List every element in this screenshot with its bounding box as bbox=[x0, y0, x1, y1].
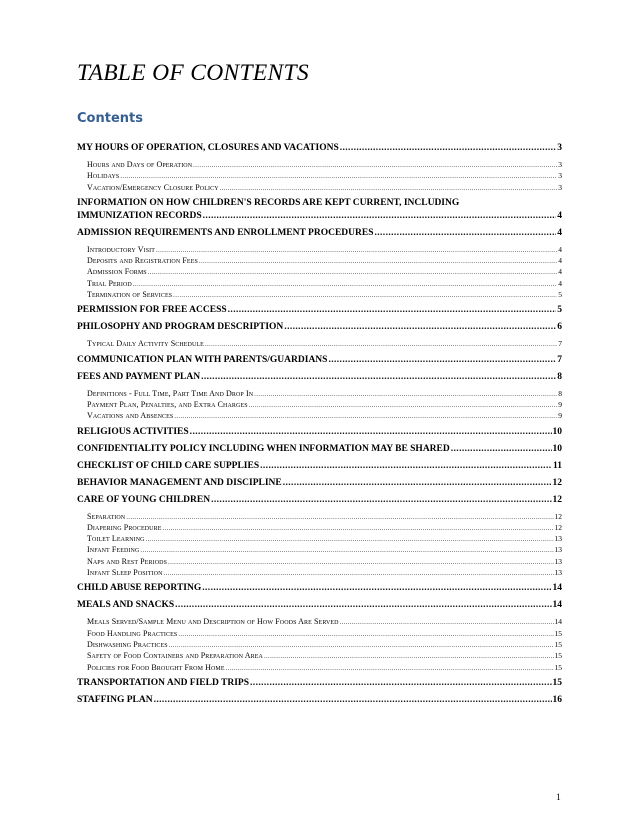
toc-entry-text: PHILOSOPHY AND PROGRAM DESCRIPTION bbox=[77, 322, 284, 333]
toc-dot-leader bbox=[374, 227, 556, 240]
toc-entry-text: Trial Period bbox=[87, 278, 132, 288]
toc-entry-section[interactable] bbox=[77, 477, 562, 490]
toc-entry-section[interactable] bbox=[77, 494, 562, 507]
toc-dot-leader bbox=[228, 304, 557, 317]
toc-page-number: 9 bbox=[558, 399, 562, 409]
toc-entry-subsection[interactable] bbox=[77, 159, 562, 170]
toc-entry-subsection[interactable] bbox=[77, 399, 562, 410]
toc-page-number: 12 bbox=[552, 494, 562, 505]
toc-entry-subsection[interactable] bbox=[77, 244, 562, 255]
toc-entry-text: RELIGIOUS ACTIVITIES bbox=[77, 426, 189, 437]
toc-entry-subsection[interactable] bbox=[77, 544, 562, 555]
toc-entry-subsection[interactable] bbox=[77, 388, 562, 399]
toc-entry-text: Typical Daily Activity Schedule bbox=[87, 339, 204, 349]
toc-entry-section[interactable] bbox=[77, 426, 562, 439]
toc-dot-leader bbox=[173, 290, 557, 301]
toc-entry-subsection[interactable] bbox=[77, 533, 562, 544]
toc-page-number: 3 bbox=[557, 143, 562, 153]
toc-entry-text: Toilet Learning bbox=[87, 534, 145, 544]
toc-entry-subsection[interactable] bbox=[77, 289, 562, 300]
toc-entry-subsection[interactable] bbox=[77, 182, 562, 193]
toc-entry-subsection[interactable] bbox=[77, 567, 562, 578]
toc-dot-leader bbox=[220, 183, 558, 194]
toc-entry-subsection[interactable] bbox=[77, 662, 562, 673]
contents-heading: Contents bbox=[77, 111, 143, 126]
document-title: TABLE OF CONTENTS bbox=[77, 60, 309, 86]
toc-dot-leader bbox=[340, 142, 557, 155]
toc-entry-subsection[interactable] bbox=[77, 522, 562, 533]
toc-page-number: 16 bbox=[552, 694, 562, 705]
toc-entry-text: Safety of Food Containers and Preparation Area bbox=[87, 651, 263, 661]
toc-dot-leader bbox=[154, 694, 552, 707]
toc-page-number: 7 bbox=[557, 354, 562, 365]
toc-entry-section[interactable] bbox=[77, 321, 562, 334]
toc-entry-text: MEALS AND SNACKS bbox=[77, 600, 175, 611]
toc-entry-text: STAFFING PLAN bbox=[77, 694, 153, 705]
toc-page-number: 14 bbox=[552, 600, 562, 611]
toc-entry-text: PERMISSION FOR FREE ACCESS bbox=[77, 305, 227, 316]
toc-entry-subsection[interactable] bbox=[77, 511, 562, 522]
toc-entry-text: CHECKLIST OF CHILD CARE SUPPLIES bbox=[77, 460, 260, 471]
toc-dot-leader bbox=[202, 582, 551, 595]
toc-entry-section[interactable] bbox=[77, 677, 562, 690]
toc-page-number: 10 bbox=[552, 426, 562, 437]
toc-page-number: 10 bbox=[552, 443, 562, 454]
toc-entry-text: Termination of Services bbox=[87, 290, 173, 300]
toc-page-number: 12 bbox=[554, 522, 562, 532]
toc-entry-subsection[interactable] bbox=[77, 278, 562, 289]
toc-dot-leader bbox=[211, 494, 551, 507]
toc-entry-subsection[interactable] bbox=[77, 410, 562, 421]
toc-page-number: 9 bbox=[558, 411, 562, 421]
toc-entry-section[interactable] bbox=[77, 460, 562, 473]
toc-page-number: 8 bbox=[557, 371, 562, 382]
toc-entry-text: Diapering Procedure bbox=[87, 522, 162, 532]
toc-page-number: 14 bbox=[554, 617, 562, 627]
toc-dot-leader bbox=[201, 371, 556, 384]
toc-entry-text: IMMUNIZATION RECORDS bbox=[77, 210, 202, 221]
toc-page-number: 4 bbox=[558, 278, 562, 288]
toc-entry-text: COMMUNICATION PLAN WITH PARENTS/GUARDIANS bbox=[77, 354, 328, 365]
toc-page-number: 3 bbox=[558, 171, 562, 181]
toc-entry-text: CONFIDENTIALITY POLICY INCLUDING WHEN INFORMATION MAY BE SHARED bbox=[77, 443, 450, 454]
toc-entry-text: Infant Feeding bbox=[87, 545, 140, 555]
toc-page-number: 3 bbox=[558, 160, 562, 169]
toc-page-number: 3 bbox=[558, 182, 562, 192]
toc-entry-section[interactable] bbox=[77, 599, 562, 612]
toc-entry-subsection[interactable] bbox=[77, 338, 562, 349]
toc-entry-text: Separation bbox=[87, 511, 126, 521]
toc-page-number: 5 bbox=[557, 305, 562, 316]
toc-entry-subsection[interactable] bbox=[77, 628, 562, 639]
toc-entry-section[interactable] bbox=[77, 371, 562, 384]
toc-entry-text: TRANSPORTATION AND FIELD TRIPS bbox=[77, 677, 250, 688]
toc-dot-leader bbox=[451, 443, 552, 456]
footer-page-number: 1 bbox=[556, 793, 561, 803]
toc-page-number: 13 bbox=[554, 534, 562, 544]
toc-page-number: 4 bbox=[557, 227, 562, 238]
toc-page-number: 15 bbox=[554, 662, 562, 672]
toc-entry-text: Meals Served/Sample Menu and Description of How Foods Are Served bbox=[87, 617, 339, 627]
toc-dot-leader bbox=[283, 477, 552, 490]
toc-entry-text: Food Handling Practices bbox=[87, 628, 178, 638]
toc-dot-leader bbox=[174, 411, 557, 422]
toc-dot-leader bbox=[203, 210, 557, 223]
toc-dot-leader bbox=[260, 460, 552, 473]
toc-entry-text: FEES AND PAYMENT PLAN bbox=[77, 371, 201, 382]
toc-page-number: 6 bbox=[557, 322, 562, 333]
toc-page-number: 15 bbox=[554, 628, 562, 638]
toc-dot-leader bbox=[284, 321, 556, 334]
toc-entry-text: Holidays bbox=[87, 171, 120, 181]
toc-dot-leader bbox=[226, 663, 554, 674]
toc-page-number: 13 bbox=[554, 556, 562, 566]
toc-dot-leader bbox=[164, 568, 554, 579]
toc-entry-text: Hours and Days of Operation bbox=[87, 160, 193, 169]
toc-dot-leader bbox=[205, 339, 557, 350]
toc-entry-section[interactable] bbox=[77, 694, 562, 707]
toc-page-number: 13 bbox=[554, 545, 562, 555]
toc-entry-subsection[interactable] bbox=[77, 650, 562, 661]
toc-entry-text: Admission Forms bbox=[87, 267, 147, 277]
toc-entry-section[interactable] bbox=[77, 197, 562, 223]
toc-page-number: 8 bbox=[558, 388, 562, 398]
toc-page-number: 14 bbox=[552, 583, 562, 594]
toc-entry-subsection[interactable] bbox=[77, 639, 562, 650]
toc-entry-text: Infant Sleep Position bbox=[87, 568, 163, 578]
toc-entry-subsection[interactable] bbox=[77, 170, 562, 181]
toc-dot-leader bbox=[190, 426, 552, 439]
toc-entry-text: Definitions - Full Time, Part Time And Drop In bbox=[87, 388, 254, 398]
toc-entry-text: INFORMATION ON HOW CHILDREN'S RECORDS ARE KEPT CURRENT, INCLUDING bbox=[77, 197, 460, 208]
toc-entry-text: Policies for Food Brought From Home bbox=[87, 662, 225, 672]
toc-entry-text: ADMISSION REQUIREMENTS AND ENROLLMENT PROCEDURES bbox=[77, 227, 374, 238]
toc-page-number: 4 bbox=[558, 244, 562, 254]
toc-entry-text: CHILD ABUSE REPORTING bbox=[77, 583, 202, 594]
toc-dot-leader bbox=[250, 677, 551, 690]
toc-page-number: 5 bbox=[558, 290, 562, 300]
toc-entry-text: MY HOURS OF OPERATION, CLOSURES AND VACATIONS bbox=[77, 143, 339, 153]
toc-entry-text: Payment Plan, Penalties, and Extra Charges bbox=[87, 399, 248, 409]
toc-dot-leader bbox=[175, 599, 551, 612]
toc-page-number: 15 bbox=[552, 677, 562, 688]
toc-entry-text: Vacation/Emergency Closure Policy bbox=[87, 182, 219, 192]
toc-page-number: 7 bbox=[558, 339, 562, 349]
toc-entry-subsection[interactable] bbox=[77, 556, 562, 567]
toc-entry-text: CARE OF YOUNG CHILDREN bbox=[77, 494, 211, 505]
toc-entry-text: Introductory Visit bbox=[87, 244, 155, 254]
toc-entry-section[interactable] bbox=[77, 582, 562, 595]
toc-page-number: 11 bbox=[553, 460, 562, 471]
toc-entry-section[interactable] bbox=[77, 443, 562, 456]
toc-entry-text: BEHAVIOR MANAGEMENT AND DISCIPLINE bbox=[77, 477, 282, 488]
toc-entry-subsection[interactable] bbox=[77, 255, 562, 266]
toc-page-number: 4 bbox=[557, 210, 562, 221]
toc-entry-section[interactable] bbox=[77, 304, 562, 317]
toc-entry-section[interactable] bbox=[77, 227, 562, 240]
toc-entry-subsection[interactable] bbox=[77, 616, 562, 627]
toc-page-number: 15 bbox=[554, 639, 562, 649]
toc-entry-text: Deposits and Registration Fees bbox=[87, 256, 198, 266]
toc-page-number: 4 bbox=[558, 267, 562, 277]
toc-page-number: 4 bbox=[558, 256, 562, 266]
toc-entry-text: Dishwashing Practices bbox=[87, 639, 168, 649]
toc-page-number: 12 bbox=[554, 511, 562, 521]
toc-entry-subsection[interactable] bbox=[77, 266, 562, 277]
toc-page-number: 15 bbox=[554, 651, 562, 661]
toc-entry-text: Vacations and Absences bbox=[87, 411, 174, 421]
toc-page-number: 13 bbox=[554, 568, 562, 578]
toc-entry-section[interactable] bbox=[77, 142, 562, 155]
toc-page-number: 12 bbox=[552, 477, 562, 488]
table-of-contents bbox=[77, 138, 562, 711]
toc-entry-section[interactable] bbox=[77, 354, 562, 367]
toc-dot-leader bbox=[328, 354, 556, 367]
toc-entry-text: Naps and Rest Periods bbox=[87, 556, 168, 566]
